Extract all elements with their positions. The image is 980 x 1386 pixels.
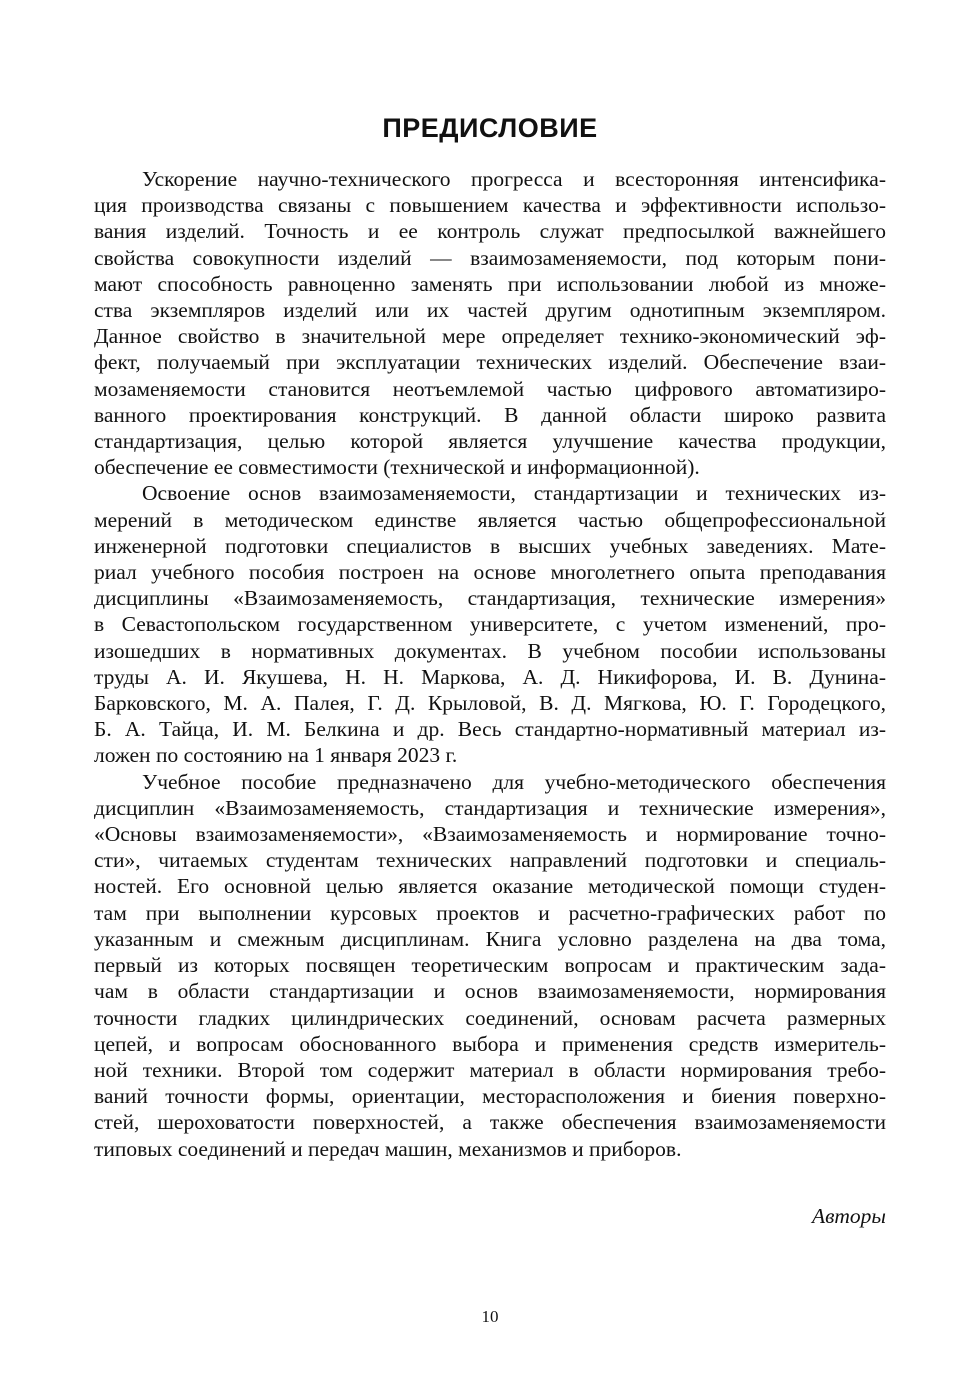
text-line: труды А. И. Якушева, Н. Н. Маркова, А. Д. Никифорова, И. В. Дунина-	[94, 664, 886, 689]
text-line: риал учебного пособия построен на основе многолетнего опыта преподавания	[94, 560, 886, 585]
text-line: ваний точности формы, ориентации, месторасположения и биения поверхно-	[94, 1084, 886, 1109]
paragraph	[94, 166, 886, 480]
text-line: там при выполнении курсовых проектов и расчетно-графических работ по	[94, 900, 886, 925]
text-line: Б. А. Тайца, И. М. Белкина и др. Весь стандартно-нормативный материал из-	[94, 717, 886, 742]
text-line: указанным и смежным дисциплинам. Книга условно разделена на два тома,	[94, 926, 886, 951]
text-line: чам в области стандартизации и основ взаимозаменяемости, нормирования	[94, 979, 886, 1004]
page-title: ПРЕДИСЛОВИЕ	[382, 113, 598, 143]
text-line: ностей. Его основной целью является оказание методической помощи студен-	[94, 874, 886, 899]
paragraph	[94, 480, 886, 768]
text-line: Учебное пособие предназначено для учебно-методического обеспечения	[142, 769, 886, 794]
text-line: мают способность равноценно заменять при использовании любой из множе-	[94, 271, 886, 296]
text-line: ция производства связаны с повышением качества и эффективности использо-	[94, 193, 886, 218]
text-line: инженерной подготовки специалистов в высших учебных заведениях. Мате-	[94, 533, 886, 558]
text-line: типовых соединений и передач машин, механизмов и приборов.	[94, 1136, 682, 1161]
text-line: точности гладких цилиндрических соединений, основам расчета размерных	[94, 1005, 886, 1030]
text-line: ной техники. Второй том содержит материал в области нормирования требо-	[94, 1057, 886, 1082]
text-line: обеспечение ее совместимости (технической и информационной).	[94, 455, 700, 480]
text-line: Ускорение научно-технического прогресса и всесторонняя интенсифика-	[142, 167, 886, 191]
text-line: сти», читаемых студентам технических направлений подготовки и специаль-	[94, 848, 886, 873]
text-line: мозаменяемости становится неотъемлемой частью цифрового автоматизиро-	[94, 376, 886, 401]
text-line: дисциплин «Взаимозаменяемость, стандартизация и технические измерения»,	[94, 795, 886, 820]
text-line: ства экземпляров изделий или их частей другим однотипным экземпляром.	[94, 298, 886, 323]
text-line: изошедших в нормативных документах. В учебном пособии использованы	[94, 638, 886, 663]
text-line: ванного проектирования конструкций. В данной области широко развита	[94, 402, 886, 427]
text-line: «Основы взаимозаменяемости», «Взаимозаменяемость и нормирование точно-	[94, 822, 886, 847]
text-line: дисциплины «Взаимозаменяемость, стандартизация, технические измерения»	[94, 586, 886, 611]
authors-signature: Авторы	[811, 1204, 886, 1228]
text-line: Освоение основ взаимозаменяемости, стандартизации и технических из-	[142, 481, 886, 506]
text-line: в Севастопольском государственном университете, с учетом изменений, про-	[94, 612, 886, 637]
page-number: 10	[481, 1307, 499, 1326]
text-line: цепей, и вопросам обоснованного выбора и применения средств измеритель-	[94, 1031, 886, 1056]
text-line: первый из которых посвящен теоретическим вопросам и практическим зада-	[94, 953, 886, 978]
paragraph	[94, 769, 886, 1162]
text-line: Данное свойство в значительной мере определяет технико-экономический эф-	[94, 324, 886, 349]
text-line: ложен по состоянию на 1 января 2023 г.	[94, 743, 458, 768]
text-line: фект, получаемый при эксплуатации технических изделий. Обеспечение взаи-	[94, 350, 886, 375]
text-line: мерений в методическом единстве является частью общепрофессиональной	[94, 507, 886, 532]
text-line: стандартизация, целью которой является улучшение качества продукции,	[94, 429, 886, 454]
text-line: Барковского, М. А. Палея, Г. Д. Крыловой, В. Д. Мягкова, Ю. Г. Городецкого,	[94, 691, 886, 716]
preface-body	[94, 166, 886, 1162]
text-line: стей, шероховатости поверхностей, а также обеспечения взаимозаменяемости	[94, 1110, 886, 1135]
text-line: свойства совокупности изделий — взаимозаменяемости, под которым пони-	[94, 245, 886, 270]
text-line: вания изделий. Точность и ее контроль служат предпосылкой важнейшего	[94, 219, 886, 244]
